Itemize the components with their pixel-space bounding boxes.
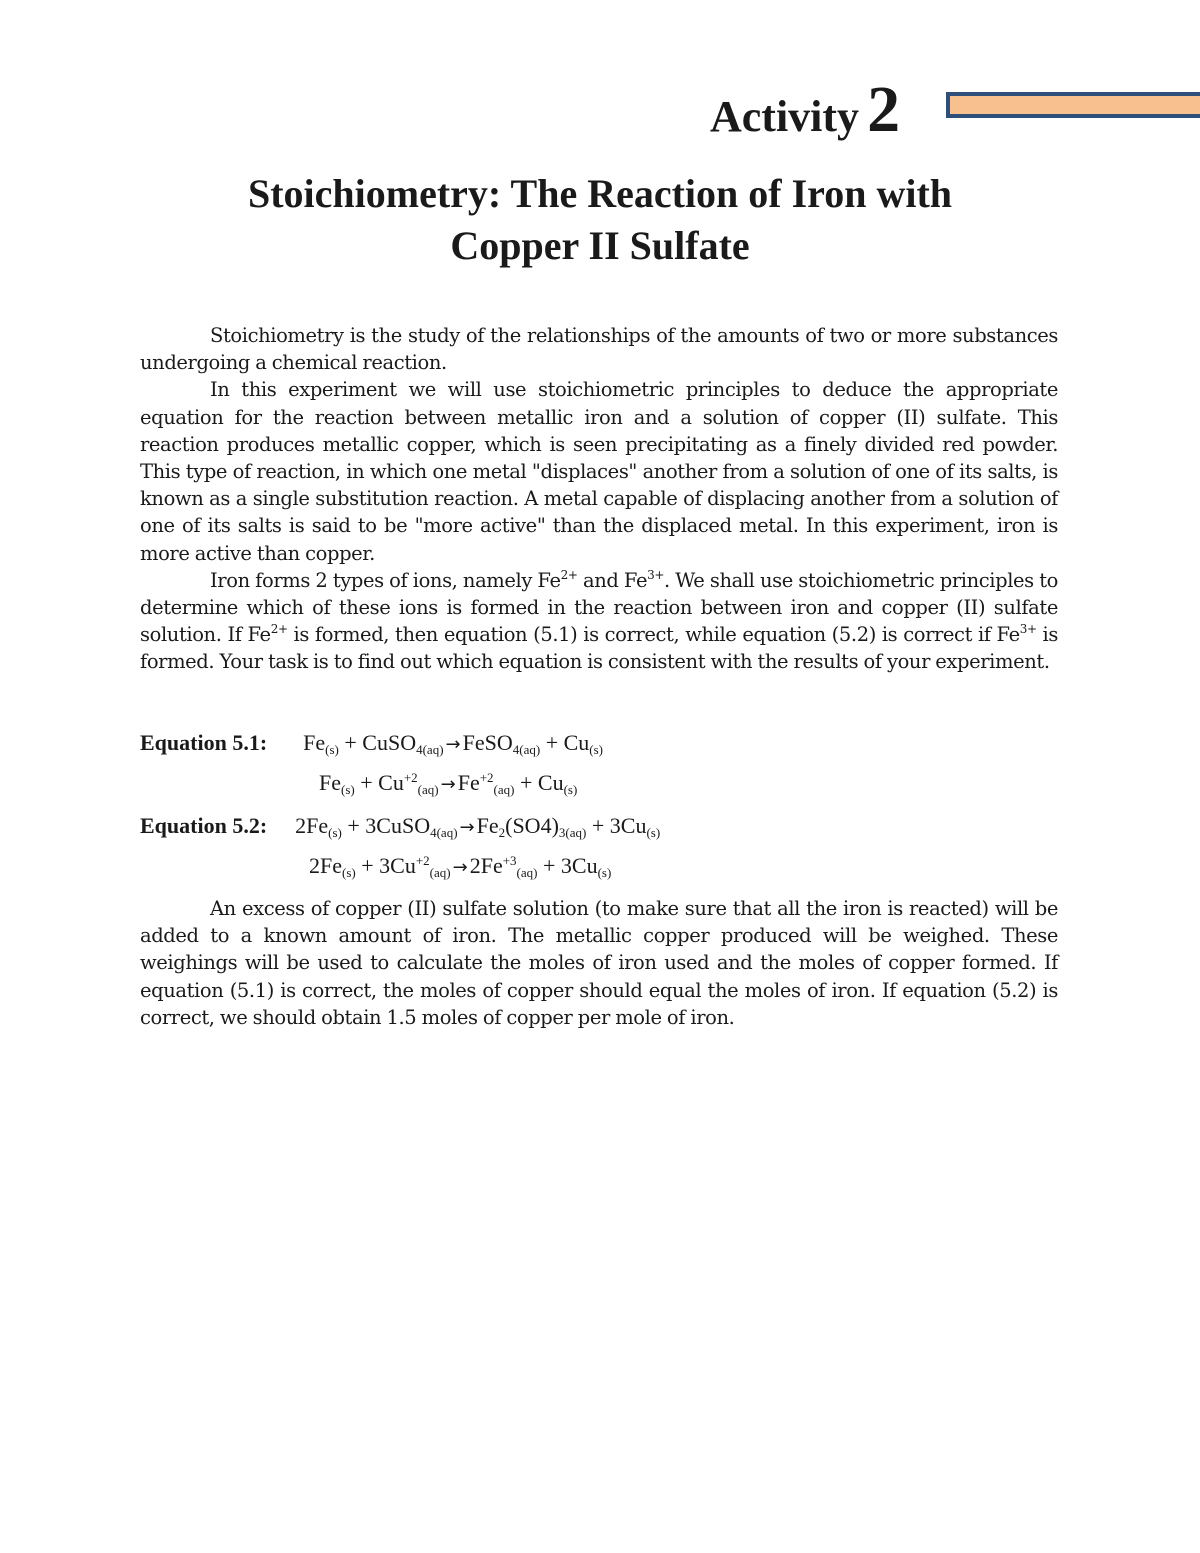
equation-5-1-molecular (140, 729, 603, 764)
p3-text-c: . We shall use stoichiometric principles to determine which of these ions is formed in the reaction between iron and copper (II) sulfate solution. If Fe (140, 568, 1058, 647)
activity-label: Activity (710, 92, 860, 141)
activity-decorative-bar (946, 92, 1200, 118)
p3-text-e: is formed. Your task is to find out which equation is consistent with the results of your experiment. (140, 623, 1058, 674)
reaction-arrow-icon: → (452, 857, 468, 878)
reaction-arrow-icon: → (459, 817, 475, 838)
p3-sup-d: 3+ (1019, 622, 1037, 637)
reaction-arrow-icon: → (440, 774, 456, 795)
equation-expression: $2Fe_{(s)}$ + 3CuSO$_{4(aq)}$ $\to Fe_2(SO4)_{3(aq)} + 3Cu_{(s)}$ (295, 813, 661, 840)
intro-section (140, 322, 1058, 676)
p3-text-d: is formed, then equation (5.1) is correct, while equation (5.2) is correct if Fe (287, 623, 1020, 647)
title-line-2: Copper II Sulfate (450, 223, 750, 268)
intro-paragraph-1: Stoichiometry is the study of the relationships of the amounts of two or more substances undergoing a chemical reaction. (140, 324, 1058, 375)
p3-text-a: Iron forms 2 types of ions, namely Fe (210, 568, 561, 592)
intro-paragraph-2: In this experiment we will use stoichiometric principles to deduce the appropriate equation for the reaction between metallic iron and a solution of copper (II) sulfate. This reaction produces metallic copper, which is seen precipitating as a finely divided red powder. This type of reaction, in which one metal "displaces" another from a solution of one of its salts, is known as a single substitution reaction. A metal capable of displacing another from a solution of one of its salts is said to be "more active" than the displaced metal. In this experiment, iron is more active than copper. (140, 378, 1058, 565)
activity-heading (710, 72, 900, 148)
page-title (140, 168, 1060, 272)
equation-label: Equation 5.1: (140, 730, 268, 755)
p3-sup-b: 3+ (647, 567, 664, 582)
equation-5-2 (140, 812, 660, 887)
closing-paragraph: An excess of copper (II) sulfate solution (to make sure that all the iron is reacted) will be added to a known amount of iron. The metallic copper produced will be weighed. These weighings will be used to calculate the moles of iron used and the moles of copper formed. If equation (5.1) is correct, the moles of copper should equal the moles of iron. If equation (5.2) is correct, we should obtain 1.5 moles of copper per mole of iron. (140, 897, 1058, 1029)
closing-section (140, 895, 1058, 1031)
equation-5-1-ionic: $Fe_{(s)} + Cu^{+2}_{(aq)} \to Fe^{+2}_{(aq)} + Cu_{(s)}$ (319, 770, 578, 797)
p3-sup-a: 2+ (560, 567, 578, 582)
activity-number: 2 (867, 73, 901, 146)
title-line-1: Stoichiometry: The Reaction of Iron with (247, 171, 953, 216)
equation-5-2-ionic: $2Fe_{(s)} + 3Cu^{+2}_{(aq)} \to 2Fe^{+3}_{(aq)} + 3Cu_{(s)}$ (309, 853, 612, 880)
equation-label: Equation 5.2: (140, 813, 268, 838)
reaction-arrow-icon: → (445, 734, 461, 755)
p3-sup-c: 2+ (270, 622, 288, 637)
p3-text-b: and Fe (577, 568, 648, 592)
equation-5-2-molecular (140, 812, 660, 847)
intro-paragraph-3 (140, 567, 1058, 676)
equation-5-1 (140, 729, 603, 804)
equation-expression: $Fe_{(s)}$ + CuSO$_{4(aq)}$ →FeSO$_{4(aq)}$ + $Cu_{(s)}$ (303, 730, 604, 757)
